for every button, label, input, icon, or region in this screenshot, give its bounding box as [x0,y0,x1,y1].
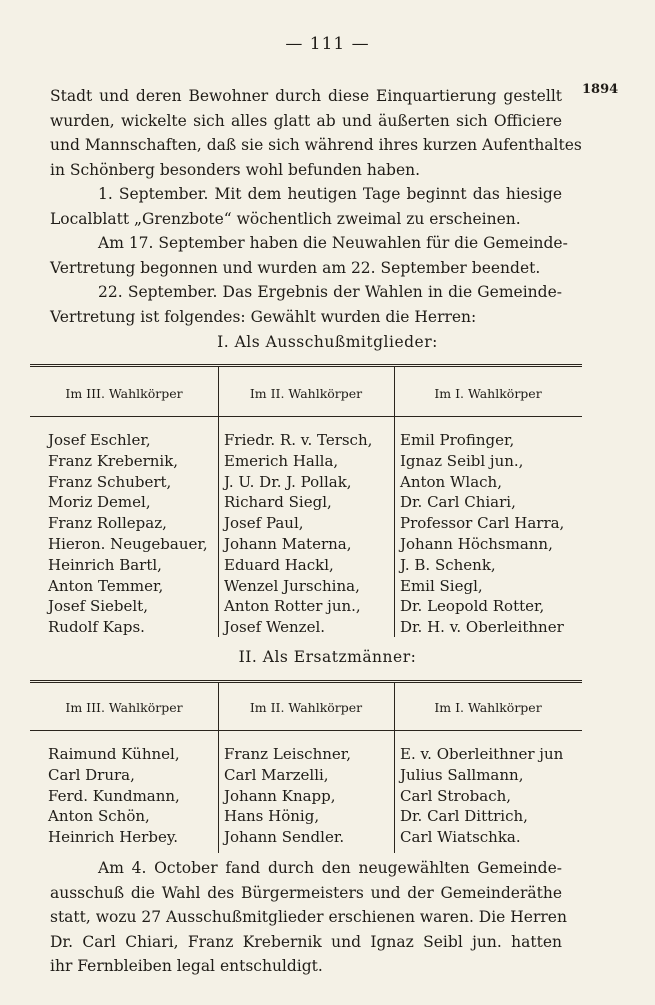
column-header: Im II. Wahlkörper [249,700,363,715]
list-item: Johann Knapp, [224,786,336,805]
list-item: J. U. Dr. J. Pollak, [224,472,352,491]
text-line: Vertretung begonnen und wurden am 22. September beendet. [50,258,541,277]
list-item: Dr. Carl Dittrich, [400,807,528,826]
list-item: Friedr. R. v. Tersch, [224,431,373,449]
section-heading-ersatz: II. Als Ersatzmänner: [238,648,417,666]
text-line: wurden, wickelte sich alles glatt ab und äußerten sich Officiere [50,111,562,130]
list-item: Wenzel Jurschina, [224,576,360,595]
list-item: Richard Siegl, [224,493,332,512]
paragraph-grenzbote [50,182,562,231]
list-item: Dr. Carl Chiari, [400,493,516,512]
list-item: Raimund Kühnel, [48,745,180,763]
year-margin-note: 1894 [582,82,619,97]
name-column [400,430,564,638]
table-top-rule [30,364,582,367]
text-line: 1. September. Mit dem heutigen Tage beginnt das hiesige [98,185,562,203]
list-item: Emil Profinger, [400,431,515,449]
list-item: Heinrich Herbey. [48,828,179,847]
table-ausschussmitglieder [30,364,582,642]
name-column [48,430,208,638]
column-divider [218,367,219,637]
text-line: ihr Fernbleiben legal entschuldigt. [50,957,323,975]
list-item: Anton Rotter jun., [224,597,361,616]
list-item: Johann Sendler. [224,828,345,847]
paragraph-einquartierung [50,84,582,182]
list-item: Eduard Hackl, [224,555,334,574]
list-item: Johann Materna, [224,534,352,553]
column-divider [394,367,395,637]
list-item: Anton Schön, [48,807,150,826]
column-header: Im II. Wahlkörper [249,386,363,401]
list-item: Carl Wiatschka. [400,828,521,847]
column-header: Im I. Wahlkörper [434,700,542,715]
name-column [224,744,351,848]
list-item: Professor Carl Harra, [400,514,565,533]
column-header: Im III. Wahlkörper [65,386,183,401]
text-line: und Mannschaften, daß sie sich während ihres kurzen Aufenthaltes [50,136,582,154]
list-item: Carl Drura, [48,765,135,784]
list-item: Ferd. Kundmann, [48,786,180,805]
list-item: Franz Krebernik, [48,451,179,470]
table-header-rule [30,730,582,731]
text-line: Localblatt „Grenzbote“ wöchentlich zweimal zu erscheinen. [50,209,521,228]
table-ersatzmaenner [30,680,582,856]
list-item: Heinrich Bartl, [48,555,162,574]
name-column [48,744,180,848]
list-item: Anton Wlach, [400,472,502,491]
list-item: Hieron. Neugebauer, [48,534,208,553]
list-item: Josef Paul, [224,514,304,533]
list-item: Anton Temmer, [48,576,164,595]
list-item: Carl Strobach, [400,786,512,805]
list-item: Moriz Demel, [48,493,151,512]
text-line: Am 4. October fand durch den neugewählten Gemeinde- [98,859,562,877]
name-column [400,744,563,848]
column-header: Im III. Wahlkörper [65,700,183,715]
list-item: Hans Hönig, [224,807,320,826]
list-item: J. B. Schenk, [400,555,496,574]
name-column [224,430,372,638]
list-item: Emil Siegl, [400,576,483,595]
page-number: — 111 — [285,34,370,54]
text-line: in Schönberg besonders wohl befunden haben. [50,160,421,179]
list-item: Carl Marzelli, [224,765,329,784]
list-item: Franz Leischner, [224,745,352,763]
table-header-rule [30,416,582,417]
list-item: Emerich Halla, [224,451,339,470]
text-line: statt, wozu 27 Ausschußmitglieder erschienen waren. Die Herren [50,908,567,926]
table-top-rule [30,680,582,683]
list-item: Franz Rollepaz, [48,514,167,533]
text-line: Stadt und deren Bewohner durch diese Einquartierung gestellt [50,87,562,105]
text-line: ausschuß die Wahl des Bürgermeisters und der Gemeinderäthe [50,883,562,902]
list-item: Franz Schubert, [48,472,172,491]
paragraph-buergermeisterwahl [50,856,567,979]
text-line: Dr. Carl Chiari, Franz Krebernik und Ignaz Seibl jun. hatten [50,932,562,951]
list-item: E. v. Oberleithner jun [400,745,564,763]
text-line: Am 17. September haben die Neuwahlen für die Gemeinde- [98,234,568,252]
text-line: 22. September. Das Ergebnis der Wahlen in die Gemeinde- [98,283,562,301]
list-item: Josef Wenzel. [224,618,326,637]
list-item: Ignaz Seibl jun., [400,451,524,470]
list-item: Josef Siebelt, [48,597,148,616]
text-line: Vertretung ist folgendes: Gewählt wurden die Herren: [50,307,477,326]
list-item: Julius Sallmann, [400,765,524,784]
list-item: Dr. Leopold Rotter, [400,597,545,616]
paragraph-ergebnis [50,280,562,329]
section-heading-ausschuss: I. Als Ausschußmitglieder: [217,333,438,351]
list-item: Rudolf Kaps. [48,618,145,637]
list-item: Josef Eschler, [48,431,151,449]
paragraph-neuwahlen [50,231,568,280]
list-item: Johann Höchsmann, [400,534,553,553]
list-item: Dr. H. v. Oberleithner [400,618,564,637]
column-header: Im I. Wahlkörper [434,386,542,401]
